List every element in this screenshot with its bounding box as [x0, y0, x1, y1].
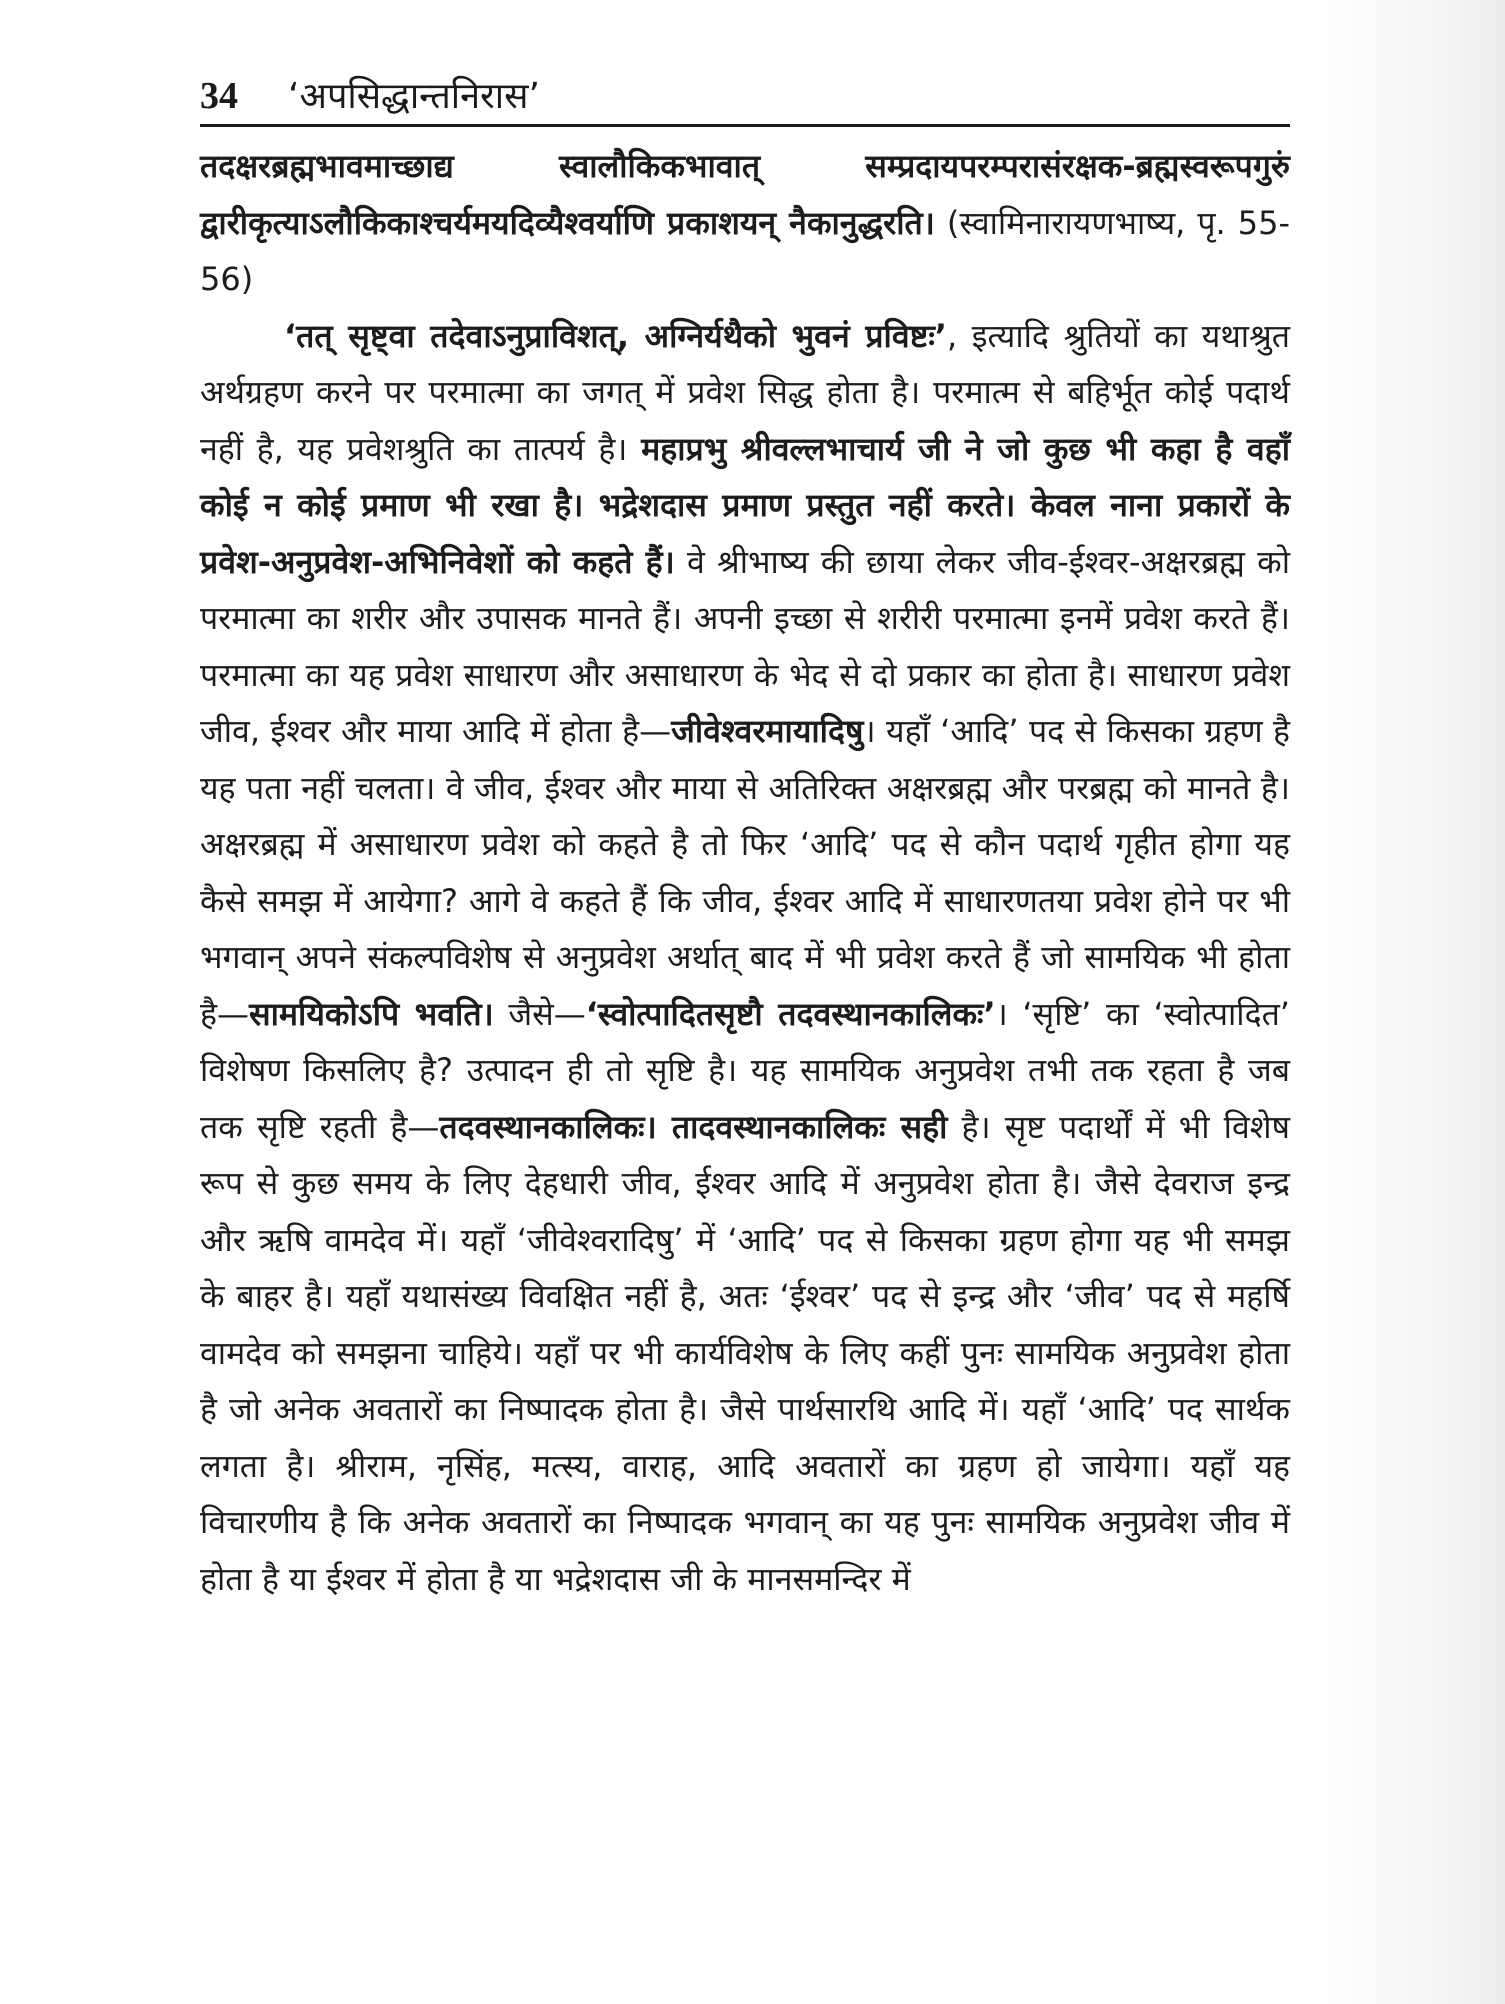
running-title: ‘अपसिद्धान्तनिरास’ — [288, 76, 540, 117]
text-run: , इत्यादि श्रुतियों का यथाश्रुत अर्थग्रहण करने पर परमात्मा का जगत् में प्रवेश सिद्ध होता है। परमात्म से बहिर्भूत कोई पदार्थ नहीं है, यह प्रवेशश्रुति का तात्पर्य है। — [200, 316, 1290, 468]
shruti-quote: ‘तत् सृष्ट्वा तदेवाऽनुप्राविशत्, अग्निर्यथैको भुवनं प्रविष्टः’ — [284, 316, 947, 355]
text-run: । यहाँ ‘आदि’ पद से किसका ग्रहण है यह पता नहीं चलता। वे जीव, ईश्वर और माया से अतिरिक्त अक्षरब्रह्म और परब्रह्म को मानते है। अक्षरब्रह्म में असाधारण प्रवेश को कहते है तो फिर ‘आदि’ पद से कौन पदार्थ गृहीत होगा यह कैसे समझ में आयेगा? आगे वे कहते हैं कि जीव, ईश्वर आदि में साधारणतया प्रवेश होने पर भी भगवान् अपने संकल्पविशेष से अनुप्रवेश अर्थात् बाद में भी प्रवेश करते हैं जो सामयिक भी होता है— — [200, 712, 1290, 1033]
page-header — [200, 66, 1290, 120]
main-paragraph — [200, 308, 1290, 1608]
bold-text-run: महाप्रभु श्रीवल्लभाचार्य जी ने जो कुछ भी कहा है वहाँ कोई न कोई प्रमाण भी रखा है। भद्रेशदास प्रमाण प्रस्तुत नहीं करते। केवल नाना प्रकारों के प्रवेश-अनुप्रवेश-अभिनिवेशों को कहते हैं। — [200, 429, 1290, 581]
quote-paragraph — [200, 138, 1290, 308]
text-run: जैसे— — [493, 994, 586, 1033]
sanskrit-quote: तदक्षरब्रह्मभावमाच्छाद्य स्वालौकिकभावात् सम्प्रदायपरम्परासंरक्षक-ब्रह्मस्वरूपगुरुं द्वारीकृत्याऽलौकिकाश्चर्यमयदिव्यैश्वर्याणि प्रकाशयन् नैकानुद्धरति। — [200, 147, 1290, 242]
header-rule — [200, 124, 1290, 127]
text-run: है। सृष्ट पदार्थों में भी विशेष रूप से कुछ समय के लिए देहधारी जीव, ईश्वर आदि में अनुप्रवेश होता है। जैसे देवराज इन्द्र और ऋषि वामदेव में। यहाँ ‘जीवेश्वरादिषु’ में ‘आदि’ पद से किसका ग्रहण होगा यह भी समझ के बाहर है। यहाँ यथासंख्य विवक्षित नहीं है, अतः ‘ईश्वर’ पद से इन्द्र और ‘जीव’ पद से महर्षि वामदेव को समझना चाहिये। यहाँ पर भी कार्यविशेष के लिए कहीं पुनः सामयिक अनुप्रवेश होता है जो अनेक अवतारों का निष्पादक होता है। जैसे पार्थसारथि आदि में। यहाँ ‘आदि’ पद सार्थक लगता है। श्रीराम, नृसिंह, मत्स्य, वाराह, आदि अवतारों का ग्रहण हो जायेगा। यहाँ यह विचारणीय है कि अनेक अवतारों का निष्पादक भगवान् का यह पुनः सामयिक अनुप्रवेश जीव में होता है या ईश्वर में होता है या भद्रेशदास जी के मानसमन्दिर में — [200, 1107, 1290, 1598]
page-number: 34 — [200, 75, 238, 117]
text-run: वे श्रीभाष्य की छाया लेकर जीव-ईश्वर-अक्षरब्रह्म को परमात्मा का शरीर और उपासक मानते हैं। अपनी इच्छा से शरीरी परमात्मा इनमें प्रवेश करते हैं। परमात्मा का यह प्रवेश साधारण और असाधारण के भेद से दो प्रकार का होता है। साधारण प्रवेश जीव, ईश्वर और माया आदि में होता है— — [200, 542, 1290, 750]
bold-term: सामयिकोऽपि भवति। — [249, 994, 494, 1033]
page-body — [200, 138, 1290, 1607]
bold-term: जीवेश्वरमायादिषु — [671, 712, 864, 750]
quote-reference: (स्वामिनारायणभाष्य, पृ. 55-56) — [200, 203, 1291, 298]
bold-term: ‘स्वोत्पादितसृष्टौ तदवस्थानकालिकः’ — [585, 994, 996, 1033]
bold-term: तदवस्थानकालिकः। तादवस्थानकालिकः सही — [439, 1107, 948, 1146]
text-run: । ‘सृष्टि’ का ‘स्वोत्पादित’ विशेषण किसलिए है? उत्पादन ही तो सृष्टि है। यह सामयिक अनुप्रवेश तभी तक रहता है जब तक सृष्टि रहती है— — [200, 994, 1290, 1146]
page-edge-shadow — [1322, 0, 1505, 2004]
